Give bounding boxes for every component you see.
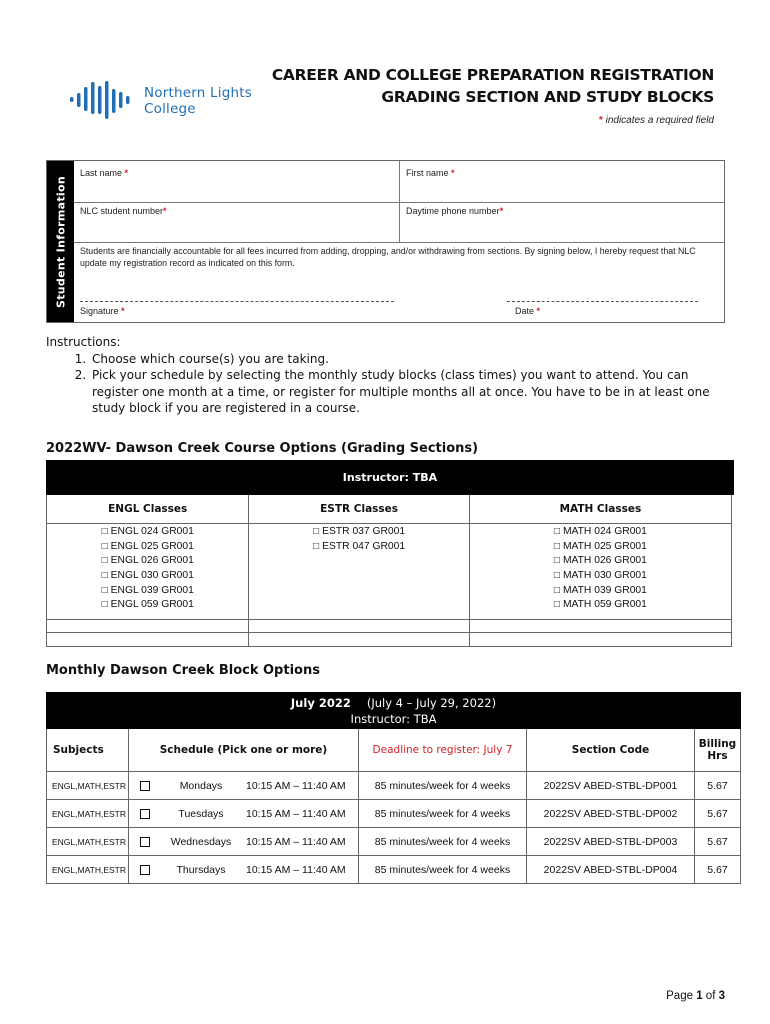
required-note-text: indicates a required field xyxy=(605,115,714,126)
block-options-title: Monthly Dawson Creek Block Options xyxy=(46,663,320,678)
block-header-row xyxy=(47,729,740,771)
course-checkbox-math-025[interactable]: □ MATH 025 GR001 xyxy=(553,540,647,552)
student-information-tab xyxy=(47,161,74,322)
logo-text xyxy=(144,85,252,117)
block-section-code: 2022SV ABED-STBL-DP001 xyxy=(527,772,695,799)
first-name-field[interactable]: First name * xyxy=(406,168,455,178)
block-section-code: 2022SV ABED-STBL-DP003 xyxy=(527,828,695,855)
date-line[interactable] xyxy=(507,301,698,302)
block-duration: 85 minutes/week for 4 weeks xyxy=(359,856,527,883)
course-checkbox-estr-037[interactable]: □ ESTR 037 GR001 xyxy=(313,526,406,537)
block-schedule xyxy=(129,828,359,855)
course-checkbox-engl-024[interactable]: □ ENGL 024 GR001 xyxy=(101,526,194,537)
block-row xyxy=(47,799,740,827)
block-options-table xyxy=(46,692,741,884)
estr-column-header: ESTR Classes xyxy=(249,495,469,524)
course-checkbox-engl-059[interactable]: □ ENGL 059 GR001 xyxy=(101,599,194,611)
block-subjects: ENGL,MATH,ESTR xyxy=(47,772,129,799)
deadline-header: Deadline to register: July 7 xyxy=(359,729,527,771)
math-column-header: MATH Classes xyxy=(470,495,731,524)
block-billing-hours: 5.67 xyxy=(707,835,728,848)
instructions xyxy=(46,334,726,417)
block-billing-hours: 5.67 xyxy=(707,779,728,792)
page-title xyxy=(272,64,714,108)
block-schedule xyxy=(129,800,359,827)
section-code-header: Section Code xyxy=(527,729,695,771)
row-divider xyxy=(74,202,725,203)
row-divider xyxy=(74,242,725,243)
course-empty-row xyxy=(47,633,731,646)
course-checkbox-math-059[interactable]: □ MATH 059 GR001 xyxy=(553,599,647,611)
course-checkbox-math-024[interactable]: □ MATH 024 GR001 xyxy=(553,526,647,537)
block-checkbox-thursday[interactable] xyxy=(140,865,150,875)
student-number-field[interactable]: NLC student number* xyxy=(80,206,167,216)
block-subjects: ENGL,MATH,ESTR xyxy=(47,800,129,827)
course-checkbox-engl-039[interactable]: □ ENGL 039 GR001 xyxy=(101,584,194,596)
block-month-banner xyxy=(46,692,741,729)
financial-agreement-text: Students are financially accountable for all fees incurred from adding, dropping, and/or withdrawing from sections. By signing below, I hereby request that NLC update my registration record as indicated on this form. xyxy=(80,246,696,268)
course-checkbox-math-030[interactable]: □ MATH 030 GR001 xyxy=(553,570,647,582)
required-star: * xyxy=(598,115,603,126)
block-duration: 85 minutes/week for 4 weeks xyxy=(359,828,527,855)
engl-course-list xyxy=(47,524,249,620)
block-schedule xyxy=(129,772,359,799)
title-line-2: GRADING SECTION AND STUDY BLOCKS xyxy=(381,88,714,106)
logo-mark-icon xyxy=(68,80,136,122)
last-name-field[interactable]: Last name * xyxy=(80,168,129,178)
block-time: 10:15 AM – 11:40 AM xyxy=(246,863,346,876)
instructions-list xyxy=(90,351,726,417)
engl-column-header: ENGL Classes xyxy=(47,495,249,524)
block-month: July 2022 xyxy=(290,696,351,710)
math-course-list xyxy=(470,524,731,620)
course-checkbox-engl-030[interactable]: □ ENGL 030 GR001 xyxy=(101,570,194,582)
block-day: Wednesdays xyxy=(170,835,232,848)
block-checkbox-tuesday[interactable] xyxy=(140,809,150,819)
course-checkbox-engl-026[interactable]: □ ENGL 026 GR001 xyxy=(101,555,194,567)
block-instructor: Instructor: TBA xyxy=(350,712,437,726)
block-section-code: 2022SV ABED-STBL-DP004 xyxy=(527,856,695,883)
block-row xyxy=(47,855,740,883)
course-options-title: 2022WV- Dawson Creek Course Options (Grading Sections) xyxy=(46,441,479,456)
instructions-heading: Instructions: xyxy=(46,335,121,349)
block-billing-hours: 5.67 xyxy=(707,807,728,820)
block-checkbox-monday[interactable] xyxy=(140,781,150,791)
block-checkbox-wednesday[interactable] xyxy=(140,837,150,847)
course-list-row xyxy=(47,524,731,620)
title-line-1: CAREER AND COLLEGE PREPARATION REGISTRATION xyxy=(271,66,714,84)
logo-line-1: Northern Lights xyxy=(144,85,252,101)
date-label: Date * xyxy=(515,306,541,316)
course-instructor-banner: Instructor: TBA xyxy=(46,460,734,495)
block-time: 10:15 AM – 11:40 AM xyxy=(246,779,346,792)
block-schedule xyxy=(129,856,359,883)
block-time: 10:15 AM – 11:40 AM xyxy=(246,835,346,848)
course-checkbox-math-039[interactable]: □ MATH 039 GR001 xyxy=(553,584,647,596)
block-date-range: (July 4 – July 29, 2022) xyxy=(366,696,497,710)
block-subjects: ENGL,MATH,ESTR xyxy=(47,828,129,855)
student-information-label: Student Information xyxy=(54,175,67,308)
signature-line[interactable] xyxy=(80,301,394,302)
block-time: 10:15 AM – 11:40 AM xyxy=(246,807,346,820)
billing-hours-header: Billing Hrs xyxy=(698,738,737,762)
course-checkbox-estr-047[interactable]: □ ESTR 047 GR001 xyxy=(313,540,406,552)
block-duration: 85 minutes/week for 4 weeks xyxy=(359,772,527,799)
block-billing-hours: 5.67 xyxy=(707,863,728,876)
course-empty-row xyxy=(47,620,731,633)
instruction-item: 1. Choose which course(s) you are taking. xyxy=(90,351,726,368)
estr-course-list xyxy=(249,524,469,620)
course-header-row xyxy=(47,495,731,524)
course-checkbox-engl-025[interactable]: □ ENGL 025 GR001 xyxy=(101,540,194,552)
block-duration: 85 minutes/week for 4 weeks xyxy=(359,800,527,827)
schedule-header: Schedule (Pick one or more) xyxy=(129,729,359,771)
course-options-table xyxy=(46,460,734,647)
subjects-header: Subjects xyxy=(47,729,129,771)
block-day: Mondays xyxy=(179,779,223,792)
instruction-item: 2. Pick your schedule by selecting the monthly study blocks (class times) you want to attend. You can register one month at a time, or register for multiple months all at once. You have to be in at least one study block if you are registered in a course. xyxy=(90,367,726,417)
page-number: Page 1 of 3 xyxy=(666,990,725,1002)
block-subjects: ENGL,MATH,ESTR xyxy=(47,856,129,883)
college-logo xyxy=(68,80,252,122)
logo-line-2: College xyxy=(144,101,196,117)
student-information-box xyxy=(46,160,725,323)
required-field-note xyxy=(599,115,714,126)
block-day: Tuesdays xyxy=(178,807,224,820)
block-day: Thursdays xyxy=(176,863,226,876)
signature-label: Signature * xyxy=(80,306,125,316)
course-checkbox-math-026[interactable]: □ MATH 026 GR001 xyxy=(553,555,647,567)
block-row xyxy=(47,771,740,799)
block-row xyxy=(47,827,740,855)
block-section-code: 2022SV ABED-STBL-DP002 xyxy=(527,800,695,827)
phone-field[interactable]: Daytime phone number* xyxy=(406,206,504,216)
